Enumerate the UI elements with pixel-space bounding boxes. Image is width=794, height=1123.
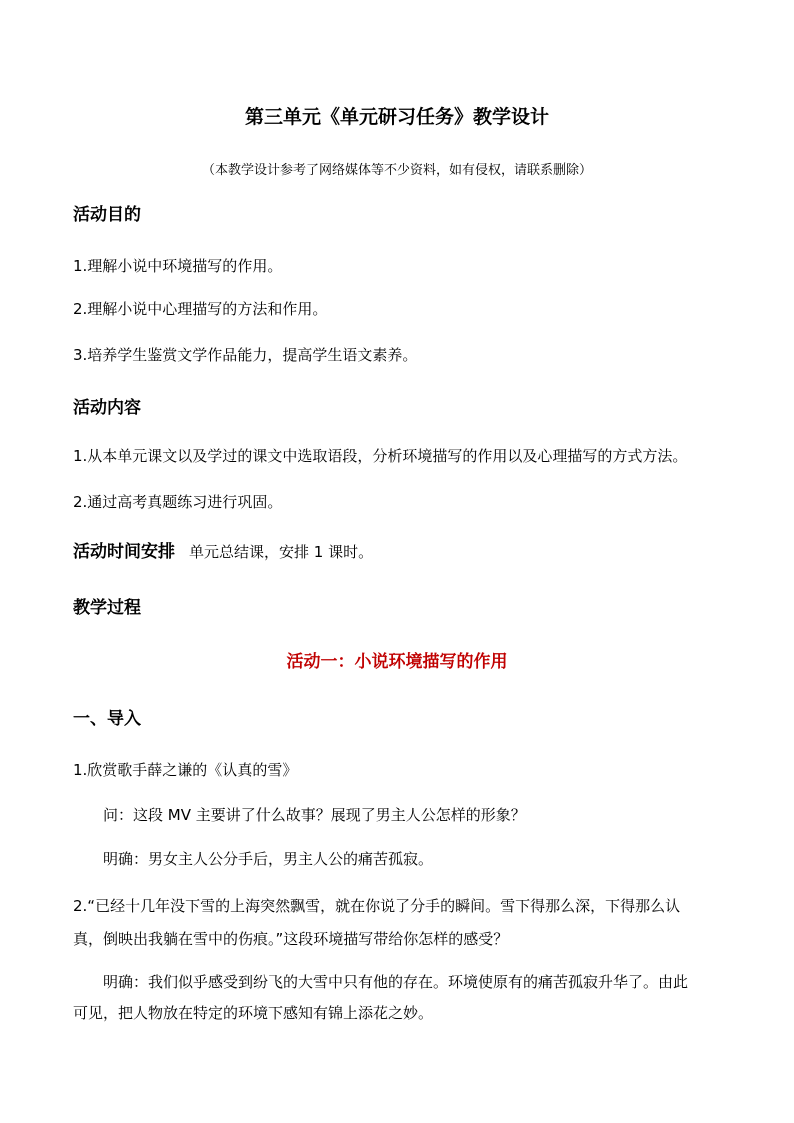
goal-item: 1.理解小说中环境描写的作用。 [73, 257, 283, 275]
question-line: 问：这段 MV 主要讲了什么故事？展现了男主人公怎样的形象？ [103, 806, 526, 824]
goal-item: 3.培养学生鉴赏文学作品能力，提高学生语文素养。 [73, 346, 418, 364]
goals-heading: 活动目的 [73, 205, 141, 225]
process-heading: 教学过程 [73, 598, 141, 618]
goal-item: 2.理解小说中心理描写的方法和作用。 [73, 300, 328, 318]
disclaimer-note: （本教学设计参考了网络媒体等不少资料，如有侵权，请联系删除） [201, 163, 592, 178]
document-title: 第三单元《单元研习任务》教学设计 [244, 106, 549, 128]
intro-heading: 一、导入 [73, 709, 141, 729]
intro-item-2-line1: 2.“已经十几年没下雪的上海突然飘雪，就在你说了分手的瞬间。雪下得那么深，下得那么认 [73, 897, 681, 915]
content-item: 1.从本单元课文以及学过的课文中选取语段，分析环境描写的作用以及心理描写的方式方法。 [73, 447, 688, 465]
content-item: 2.通过高考真题练习进行巩固。 [73, 493, 283, 511]
schedule-line [73, 542, 373, 562]
answer2-line1: 明确：我们似乎感受到纷飞的大雪中只有他的存在。环境使原有的痛苦孤寂升华了。由此 [103, 973, 689, 991]
intro-item-2-line2: 真，倒映出我躺在雪中的伤痕。”这段环境描写带给你怎样的感受？ [73, 930, 509, 948]
activity-one-title: 活动一：小说环境描写的作用 [286, 652, 508, 672]
content-heading: 活动内容 [73, 398, 141, 418]
schedule-text: 单元总结课，安排 1 课时。 [189, 543, 374, 561]
intro-item-1: 1.欣赏歌手薛之谦的《认真的雪》 [73, 761, 298, 779]
answer2-line2: 可见，把人物放在特定的环境下感知有锦上添花之妙。 [73, 1004, 434, 1022]
schedule-label: 活动时间安排 [73, 542, 175, 562]
answer-line: 明确：男女主人公分手后，男主人公的痛苦孤寂。 [103, 850, 434, 868]
